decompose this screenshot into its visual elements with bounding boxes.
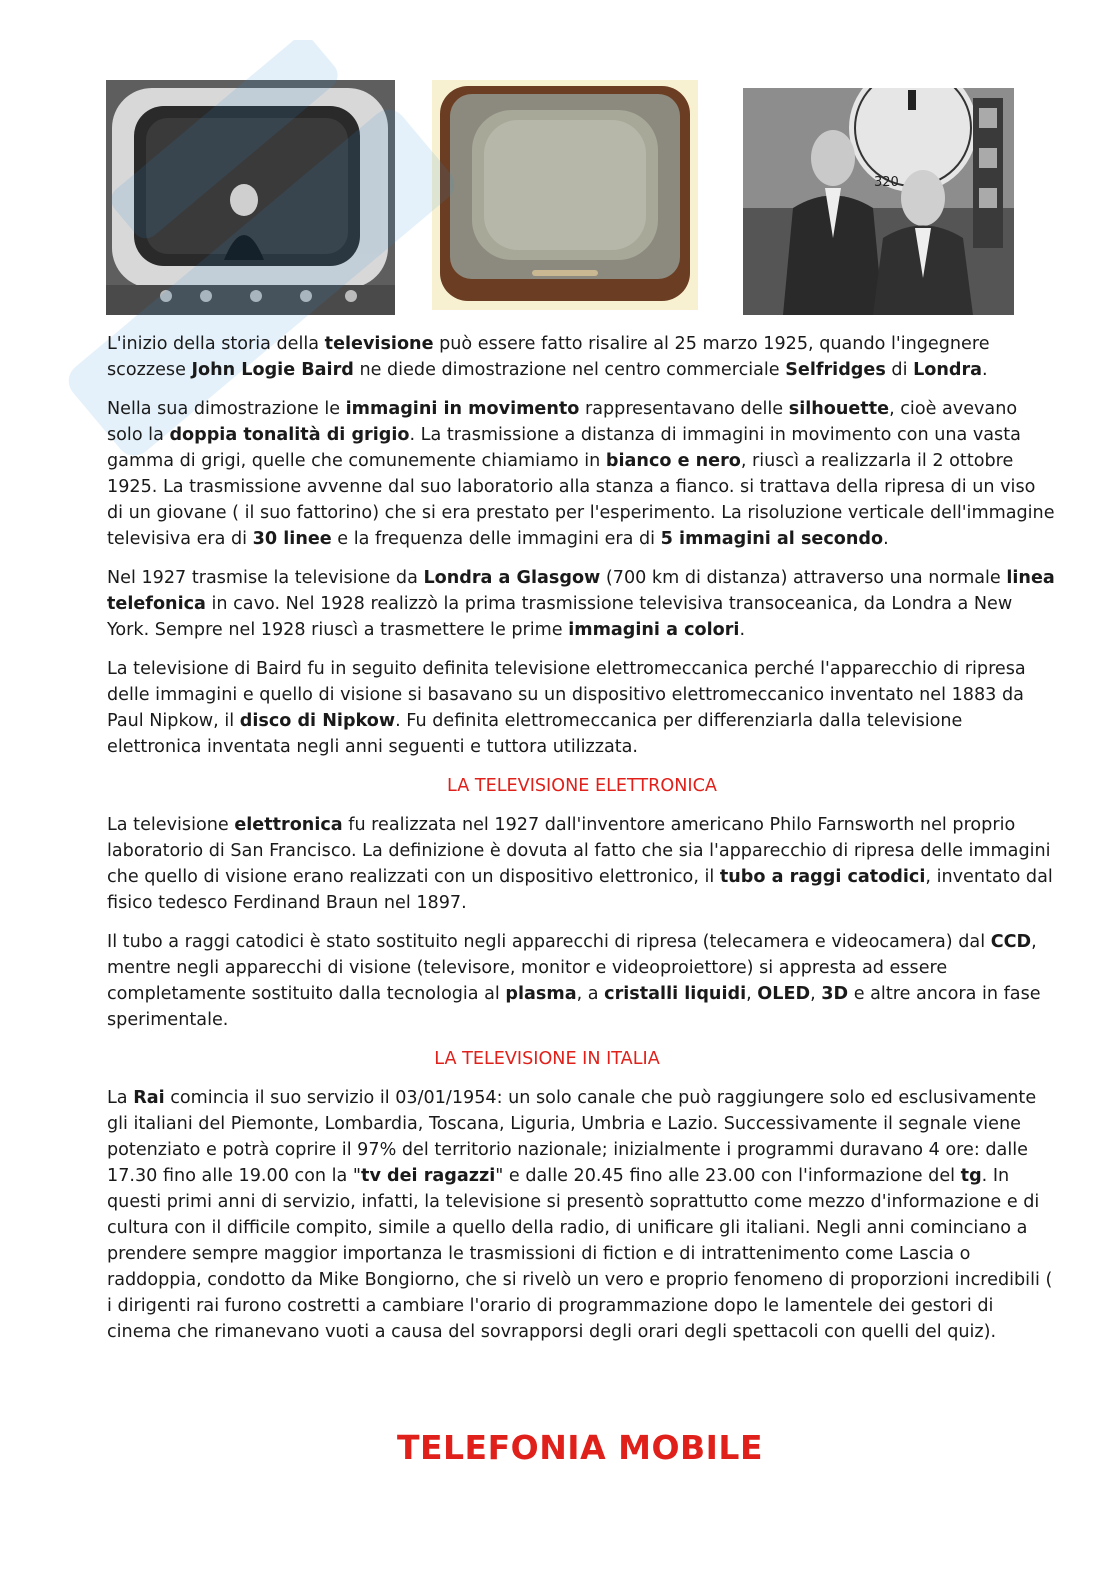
bold-term: immagini a colori <box>568 620 740 640</box>
paragraph-ccd <box>107 929 1057 1033</box>
bold-term: linea telefonica <box>107 568 1055 614</box>
paragraph-rai <box>107 1085 1057 1345</box>
paragraph-electromechanical <box>107 656 1057 760</box>
paragraph-demonstration <box>107 396 1057 552</box>
text-run: . In questi primi anni di servizio, infatti, la televisione si presentò soprattutto come mezzo d'informazione e di cultura con il difficile compito, simile a quello della radio, di unificare gli italiani. Negli anni cominciano a prendere sempre maggior importanza le trasmissioni di fiction e di intrattenimento come Lascia o raddoppia, condotto da Mike Bongiorno, che si rivelò un vero e proprio fenomeno di proporzioni incredibili ( i dirigenti rai furono costretti a cambiare l'orario di programmazione dopo le lamentele dei gestori di cinema che rimanevano vuoti a causa del sovrapporsi degli orari degli spettacoli con quelli del quiz). <box>107 1166 1053 1342</box>
text-run: e la frequenza delle immagini era di <box>331 529 661 549</box>
text-run: fu realizzata nel 1927 dall'inventore americano Philo Farnsworth nel proprio laboratorio di San Francisco. La definizione è dovuta al fatto che sia l'apparecchio di ripresa delle immagini che quello di visione erano realizzati con un dispositivo elettronico, il <box>107 815 1051 887</box>
text-run: , cioè avevano solo la <box>107 399 1018 445</box>
text-run: , riuscì a realizzarla il 2 ottobre 1925. La trasmissione avvenne dal suo laboratorio alla stanza a fianco. si trattava della ripresa di un viso di un giovane ( il suo fattorino) che si era prestato per l'esperimento. La risoluzione verticale dell'immagine televisiva era di <box>107 451 1055 549</box>
bold-term: immagini in movimento <box>345 399 580 419</box>
bold-term: tv dei ragazzi <box>361 1166 496 1186</box>
text-run: ne diede dimostrazione nel centro commerciale <box>353 360 786 380</box>
bold-term: doppia tonalità di grigio <box>169 425 410 445</box>
bold-term: Rai <box>133 1088 165 1108</box>
article-body <box>107 331 1057 1358</box>
bold-term: Londra <box>913 360 983 380</box>
text-run: . <box>883 529 889 549</box>
text-run: , <box>746 984 758 1004</box>
text-run: " e dalle 20.45 fino alle 23.00 con l'informazione del <box>495 1166 961 1186</box>
text-run: di <box>885 360 914 380</box>
tv-presenter-illustration <box>106 80 395 315</box>
bold-term: cristalli liquidi <box>604 984 747 1004</box>
bold-term: John Logie Baird <box>191 360 354 380</box>
bold-term: silhouette <box>788 399 890 419</box>
bold-term: Selfridges <box>785 360 886 380</box>
bold-term: OLED <box>757 984 811 1004</box>
text-run: , inventato dal fisico tedesco Ferdinand Braun nel 1897. <box>107 867 1053 913</box>
tv-presenter-photo <box>106 80 395 315</box>
text-run: . Fu definita elettromeccanica per differenziarla dalla televisione elettronica inventata negli anni seguenti e tuttora utilizzata. <box>107 711 963 757</box>
bold-term: CCD <box>990 932 1032 952</box>
text-run: La <box>107 1088 134 1108</box>
bold-term: tubo a raggi catodici <box>719 867 926 887</box>
text-run: , <box>810 984 822 1004</box>
text-run: . <box>739 620 746 640</box>
text-run: Nel 1927 trasmise la televisione da <box>107 568 424 588</box>
text-run: in cavo. Nel 1928 realizzò la prima trasmissione televisiva transoceanica, da Londra a New York. Sempre nel 1928 riuscì a trasmettere le prime <box>107 594 1013 640</box>
presenters-photo <box>743 88 1014 315</box>
vintage-tv-photo <box>432 80 698 310</box>
text-run: , mentre negli apparecchi di visione (televisore, monitor e videoproiettore) si appresta ad essere completamente sostituito dalla tecnologia al <box>107 932 1037 1004</box>
bold-term: disco di Nipkow <box>239 711 396 731</box>
text-run: Il tubo a raggi catodici è stato sostituito negli apparecchi di ripresa (telecamera e videocamera) dal <box>107 932 991 952</box>
bold-term: Londra a Glasgow <box>423 568 601 588</box>
text-run: Nella sua dimostrazione le <box>107 399 346 419</box>
paragraph-intro <box>107 331 1057 383</box>
bold-term: bianco e nero <box>605 451 741 471</box>
text-run: rappresentavano delle <box>579 399 789 419</box>
subheading-tv-italy: LA TELEVISIONE IN ITALIA <box>434 1049 660 1069</box>
text-run: e altre ancora in fase sperimentale. <box>107 984 1041 1030</box>
bold-term: plasma <box>505 984 577 1004</box>
paragraph-glasgow <box>107 565 1057 643</box>
presenters-illustration <box>743 88 1014 315</box>
text-run: La televisione di Baird fu in seguito definita televisione elettromeccanica perché l'apparecchio di ripresa delle immagini e quello di visione si basavano su un dispositivo elettromeccanico inventato nel 1883 da Paul Nipkow, il <box>107 659 1026 731</box>
text-run: . <box>982 360 988 380</box>
text-run: La televisione <box>107 815 235 835</box>
text-run: comincia il suo servizio il 03/01/1954: un solo canale che può raggiungere solo ed esclusivamente gli italiani del Piemonte, Lombardia, Toscana, Liguria, Umbria e Lazio. Successivamente il segnale viene potenziato e potrà coprire il 97% del territorio nazionale; inizialmente i programmi duravano 4 ore: dalle 17.30 fino alle 19.00 con la " <box>107 1088 1037 1186</box>
vintage-tv-illustration <box>432 80 698 310</box>
bold-term: 5 immagini al secondo <box>660 529 884 549</box>
text-run: , a <box>576 984 605 1004</box>
text-run: (700 km di distanza) attraverso una normale <box>600 568 1007 588</box>
bold-term: 30 linee <box>252 529 332 549</box>
bold-term: 3D <box>821 984 849 1004</box>
paragraph-electronic <box>107 812 1057 916</box>
bold-term: elettronica <box>234 815 343 835</box>
text-run: può essere fatto risalire al 25 marzo 1925, quando l'ingegnere scozzese <box>107 334 990 380</box>
section-title-mobile: TELEFONIA MOBILE <box>396 1428 764 1467</box>
text-run: . La trasmissione a distanza di immagini in movimento con una vasta gamma di grigi, quelle che comunemente chiamiamo in <box>107 425 1021 471</box>
bold-term: tg <box>960 1166 982 1186</box>
bold-term: televisione <box>324 334 434 354</box>
text-run: L'inizio della storia della <box>107 334 325 354</box>
clock-number: 320 <box>874 175 899 190</box>
subheading-electronic-tv: LA TELEVISIONE ELETTRONICA <box>447 776 717 796</box>
